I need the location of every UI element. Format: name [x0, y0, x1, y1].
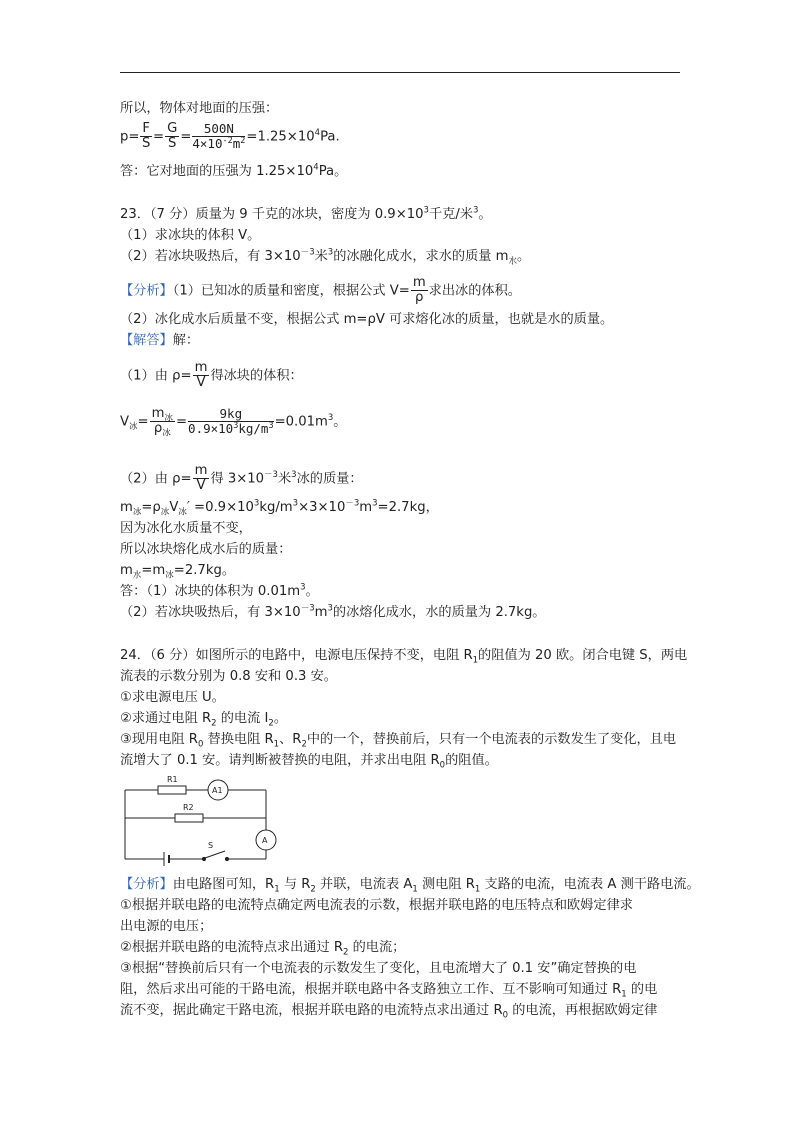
q23-analysis-2: （2）冰化成水后质量不变，根据公式 m=ρV 可求熔化冰的质量，也就是水的质量。 — [120, 312, 614, 327]
fraction-m-rho: $\frac{m}{\rho}$ — [412, 275, 426, 305]
prev-answer: 答：它对地面的压强为 $1.25\times 10^4Pa$。 — [120, 162, 348, 179]
label-a: A — [262, 836, 268, 845]
q23-solution-step-2: （2）由 ρ= $\frac{m}{V}$ 得 $3\times 10^{-3}$米$^3$冰的质量： — [120, 463, 363, 493]
q23-so: 所以冰块熔化成水后的质量： — [120, 542, 292, 557]
q23-volume-calc: $V_冰=$ $\frac{m_冰}{\rho_冰}$ = $\frac{9kg}{0.9\times 10^3kg/m^3}$ $=0.01m^3$。 — [120, 406, 347, 439]
label-r1: R1 — [167, 775, 178, 784]
resistor-r2 — [175, 814, 203, 822]
q24-analysis-7: 流不变，据此确定干路电流，根据并联电路的电流特点求出通过 $R_0$ 的电流，再根据欧姆定律 — [120, 1003, 658, 1021]
label-r2: R2 — [183, 803, 194, 812]
label-a1: A1 — [212, 786, 223, 795]
q23-part-1: （1）求冰块的体积 V。 — [120, 228, 261, 243]
prev-pressure-formula: p= $\frac{F}{S}$ = $\frac{G}{S}$ = $\frac{500N}{4\times 10^{-2}m^2}$ $=1.25\times 10^4Pa$. — [120, 121, 340, 151]
q23-solution-step-1: （1）由 ρ= $\frac{m}{V}$ 得冰块的体积： — [120, 360, 303, 390]
q23-answer-1: 答：（1）冰块的体积为 $0.01m^3$。 — [120, 582, 319, 599]
fraction-force-area: $\frac{500N}{4\times 10^{-2}m^2}$ — [192, 121, 246, 151]
fraction-g-s: $\frac{G}{S}$ — [167, 121, 178, 151]
q24-analysis-4: ②根据并联电路的电流特点求出通过 $R_2$ 的电流； — [120, 940, 406, 958]
q24-analysis-2: ①根据并联电路的电流特点确定两电流表的示数，根据并联电路的电压特点和欧姆定律求 — [120, 898, 633, 913]
q24-analysis-3: 出电源的电压； — [120, 919, 213, 934]
q24-part-3: ③现用电阻 $R_0$ 替换电阻 $R_1$、$R_2$中的一个，替换前后，只有一个电流表的示数发生了变化，且电 — [120, 732, 677, 750]
q23-because: 因为冰化水质量不变， — [120, 521, 252, 536]
q23-part-2: （2）若冰块吸热后，有 $3\times 10^{-3}$米$^3$的冰融化成水，求水的质量 $m_水$。 — [120, 247, 531, 267]
fraction-m-v: $\frac{m}{V}$ — [194, 360, 208, 390]
circuit-diagram — [120, 772, 280, 867]
fraction-9kg: $\frac{9kg}{0.9\times 10^3kg/m^3}$ — [188, 406, 274, 436]
q23-solution-label: 【解答】解： — [120, 333, 200, 348]
prev-line-1: 所以，物体对地面的压强： — [120, 101, 279, 116]
analysis-tag: 【分析】 — [120, 283, 173, 299]
q24-part-2: ②求通过电阻 $R_2$ 的电流 $I_2$。 — [120, 711, 287, 729]
fraction-f-s: $\frac{F}{S}$ — [142, 121, 151, 151]
analysis-tag: 【分析】 — [120, 877, 173, 892]
q23-stem: 23．（7 分）质量为 9 千克的冰块，密度为 $0.9\times 10^3$千克/米$^3$。 — [120, 205, 492, 222]
q23-water-mass: $m_水=m_冰=2.7kg$。 — [120, 563, 236, 581]
header-rule — [120, 72, 680, 73]
resistor-r1 — [158, 786, 186, 794]
q24-analysis-5: ③根据“替换前后只有一个电流表的示数发生了变化，且电流增大了 0.1 安”确定替换的电 — [120, 961, 637, 976]
label-s: S — [208, 841, 214, 850]
q24-analysis-6: 阻，然后求出可能的干路电流，根据并联电路中各支路独立工作、互不影响可知通过 $R_1$ 的电 — [120, 982, 658, 1000]
q24-analysis-1: 【分析】由电路图可知，$R_1$ 与 $R_2$ 并联，电流表 $A_1$ 测电阻 $R_1$ 支路的电流，电流表 A 测干路电流。 — [120, 877, 700, 895]
q24-part-1: ①求电源电压 U。 — [120, 690, 225, 705]
switch-s — [205, 851, 225, 858]
q23-answer-2: （2）若冰块吸热后，有 $3\times 10^{-3}m^3$的冰熔化成水，水的质量为 2.7kg。 — [120, 603, 546, 620]
q23-analysis-1: 【分析】（1）已知冰的质量和密度，根据公式 V= $\frac{m}{\rho}$ 求出冰的体积。 — [120, 275, 521, 305]
fraction-mass-density: $\frac{m_冰}{\rho_冰}$ — [151, 406, 173, 439]
q23-mass-calc: $m_冰=\rho_冰V_冰' =0.9\times 10^3kg/m^3\times 3\times 10^{-3}m^3=2.7kg$， — [120, 498, 439, 518]
fraction-m-v-2: $\frac{m}{V}$ — [194, 463, 208, 493]
q24-stem-2: 流表的示数分别为 0.8 安和 0.3 安。 — [120, 669, 337, 684]
q24-stem-1: 24．（6 分）如图所示的电路中，电源电压保持不变，电阻 $R_1$的阻值为 20 欧。闭合电键 S，两电 — [120, 648, 688, 666]
solution-tag: 【解答】 — [120, 333, 173, 348]
q24-part-3-line-2: 流增大了 0.1 安。请判断被替换的电阻，并求出电阻 $R_0$的阻值。 — [120, 753, 498, 771]
